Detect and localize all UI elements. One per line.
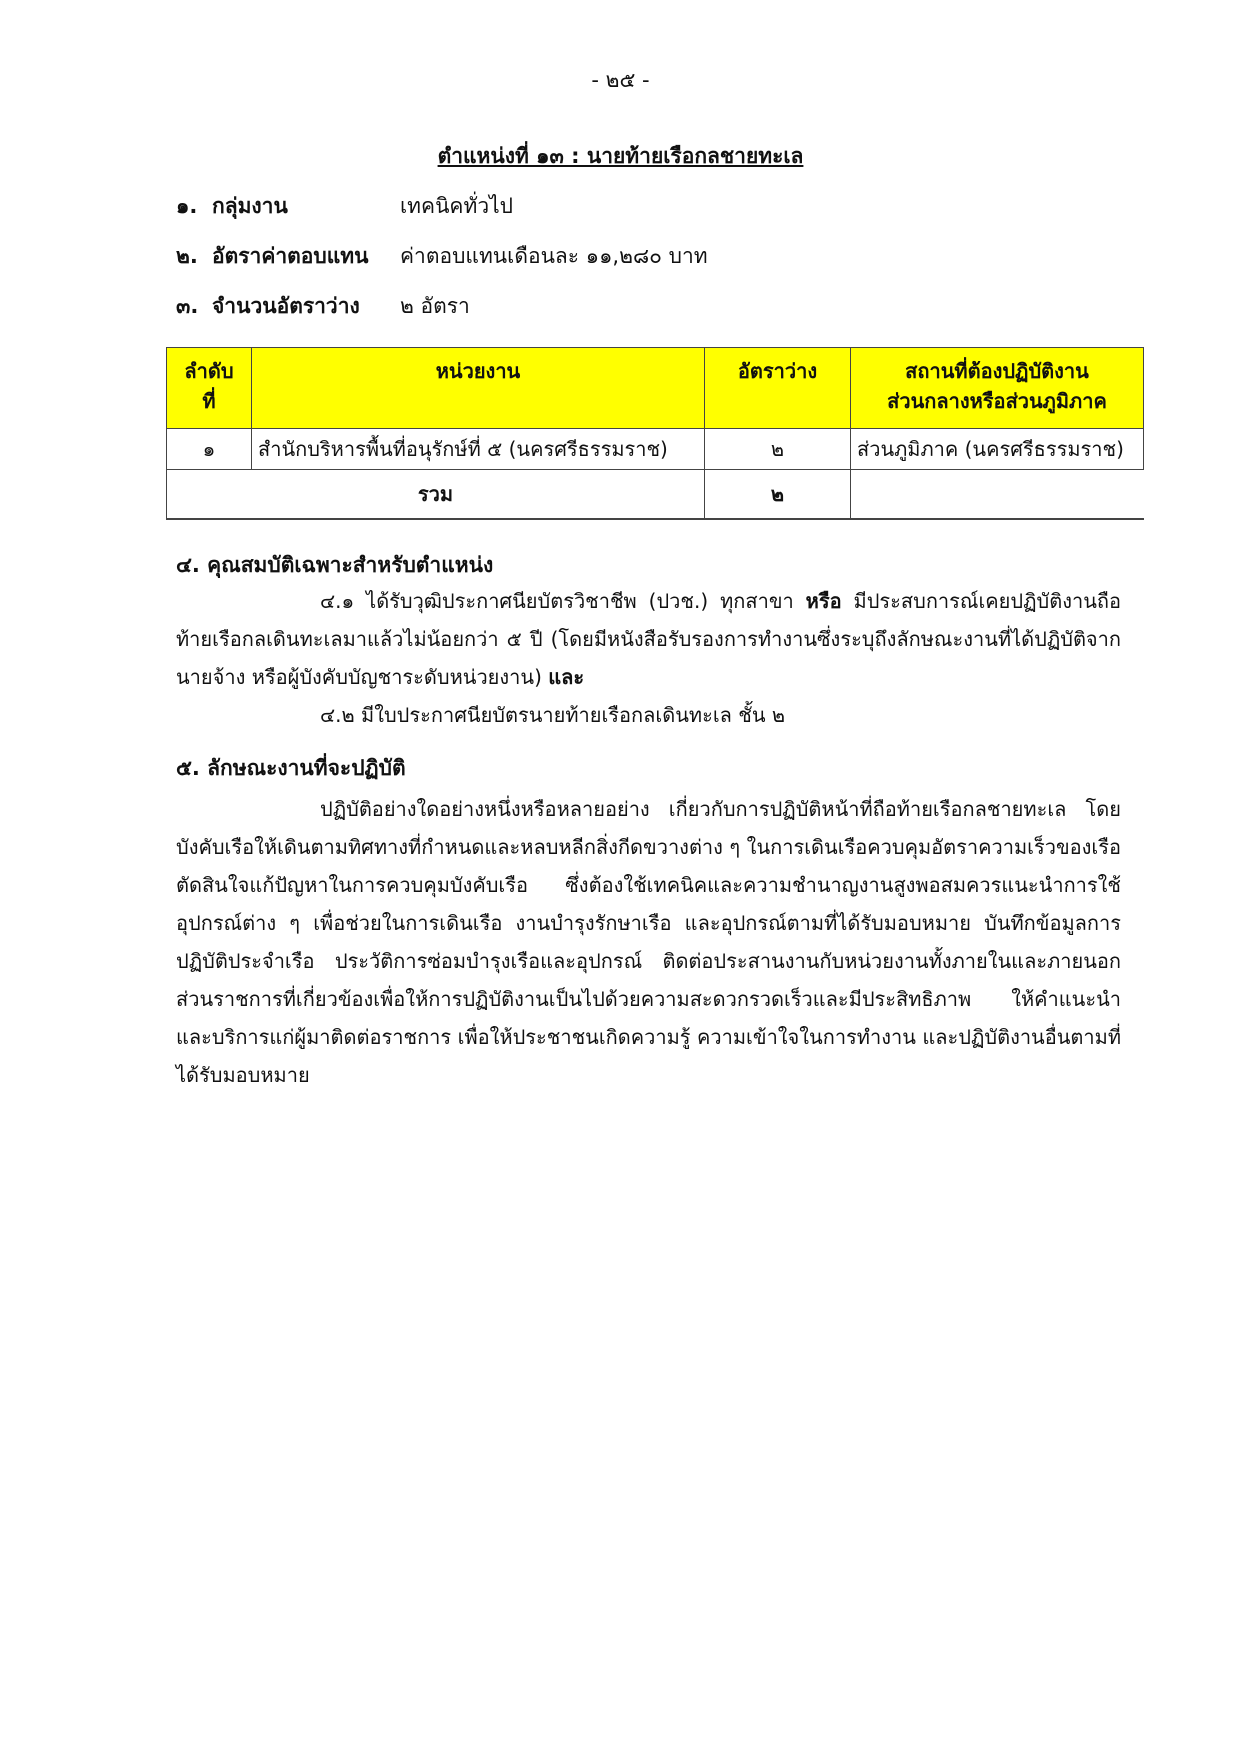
table-header-row bbox=[167, 348, 1144, 429]
section-4-paragraph-1 bbox=[176, 582, 1121, 696]
cell-place: ส่วนภูมิภาค (นครศรีธรรมราช) bbox=[851, 429, 1144, 470]
cell-unit: สำนักบริหารพื้นที่อนุรักษ์ที่ ๕ (นครศรีธรรมราช) bbox=[252, 429, 705, 470]
header-place bbox=[851, 348, 1144, 429]
header-vacancy: อัตราว่าง bbox=[705, 348, 851, 429]
p2-text: ๔.๒ มีใบประกาศนียบัตรนายท้ายเรือกลเดินทะเล ชั้น ๒ bbox=[320, 703, 786, 727]
header-no bbox=[167, 348, 252, 429]
header-no-line2: ที่ bbox=[202, 389, 216, 413]
field-label: จำนวนอัตราว่าง bbox=[212, 294, 360, 318]
header-no-line1: ลำดับ bbox=[184, 359, 234, 383]
p1-bold-or: หรือ bbox=[805, 589, 842, 613]
header-place-line1: สถานที่ต้องปฏิบัติงาน bbox=[905, 359, 1089, 383]
field-label: กลุ่มงาน bbox=[212, 194, 288, 218]
p1-text-a: ๔.๑ ได้รับวุฒิประกาศนียบัตรวิชาชีพ (ปวช.) ทุกสาขา bbox=[320, 589, 806, 613]
cell-vacancy: ๒ bbox=[705, 429, 851, 470]
field-value: ค่าตอบแทนเดือนละ ๑๑,๒๘๐ บาท bbox=[400, 244, 708, 268]
total-label: รวม bbox=[167, 470, 705, 520]
vacancy-table bbox=[166, 347, 1144, 520]
p1-bold-and: และ bbox=[548, 665, 585, 689]
section-5-heading: ๕. ลักษณะงานที่จะปฏิบัติ bbox=[176, 756, 406, 780]
field-value: เทคนิคทั่วไป bbox=[400, 194, 513, 218]
position-title: ตำแหน่งที่ ๑๓ : นายท้ายเรือกลชายทะเล bbox=[437, 144, 804, 168]
table-row bbox=[167, 429, 1144, 470]
table-total-row bbox=[167, 470, 1144, 520]
section-5-text: ปฏิบัติอย่างใดอย่างหนึ่งหรือหลายอย่าง เกี่ยวกับการปฏิบัติหน้าที่ถือท้ายเรือกลชายทะเล โดยบังคับเรือให้เดินตามทิศทางที่กำหนดและหลบหลีกสิ่งกีดขวางต่าง ๆ ในการเดินเรือควบคุมอัตราความเร็วของเรือ ตัดสินใจแก้ปัญหาในการควบคุมบังคับเรือ ซึ่งต้องใช้เทคนิคและความชำนาญงานสูงพอสมควรแนะนำการใช้อุปกรณ์ต่าง ๆ เพื่อช่วยในการเดินเรือ งานบำรุงรักษาเรือ และอุปกรณ์ตามที่ได้รับมอบหมาย บันทึกข้อมูลการปฏิบัติประจำเรือ ประวัติการซ่อมบำรุงเรือและอุปกรณ์ ติดต่อประสานงานกับหน่วยงานทั้งภายในและภายนอกส่วนราชการที่เกี่ยวข้องเพื่อให้การปฏิบัติงานเป็นไปด้วยความสะดวกรวดเร็วและมีประสิทธิภาพ ให้คำแนะนำและบริการแก่ผู้มาติดต่อราชการ เพื่อให้ประชาชนเกิดความรู้ ความเข้าใจในการทำงาน และปฏิบัติงานอื่นตามที่ได้รับมอบหมาย bbox=[176, 797, 1121, 1087]
total-empty-cell bbox=[851, 470, 1144, 520]
header-unit: หน่วยงาน bbox=[252, 348, 705, 429]
total-value: ๒ bbox=[705, 470, 851, 520]
p1-text-b: มีประสบการณ์เคยปฏิบัติงานถือท้ายเรือกลเดินทะเลมาแล้วไม่น้อยกว่า ๕ ปี (โดยมีหนังสือรับรองการทำงานซึ่งระบุถึงลักษณะงานที่ได้ปฏิบัติจากนายจ้าง หรือผู้บังคับบัญชาระดับหน่วยงาน) bbox=[176, 589, 1121, 689]
field-value: ๒ อัตรา bbox=[400, 294, 470, 318]
field-label: อัตราค่าตอบแทน bbox=[212, 244, 369, 268]
header-place-line2: ส่วนกลางหรือส่วนภูมิภาค bbox=[887, 389, 1107, 413]
field-number: ๓. bbox=[176, 294, 199, 318]
section-4-paragraph-2 bbox=[176, 696, 1121, 734]
field-number: ๑. bbox=[176, 194, 198, 218]
page-number: - ๒๕ - bbox=[591, 68, 650, 92]
field-number: ๒. bbox=[176, 244, 198, 268]
cell-no: ๑ bbox=[167, 429, 252, 470]
section-4-heading: ๔. คุณสมบัติเฉพาะสำหรับตำแหน่ง bbox=[176, 553, 494, 577]
section-5-body bbox=[176, 790, 1121, 1094]
